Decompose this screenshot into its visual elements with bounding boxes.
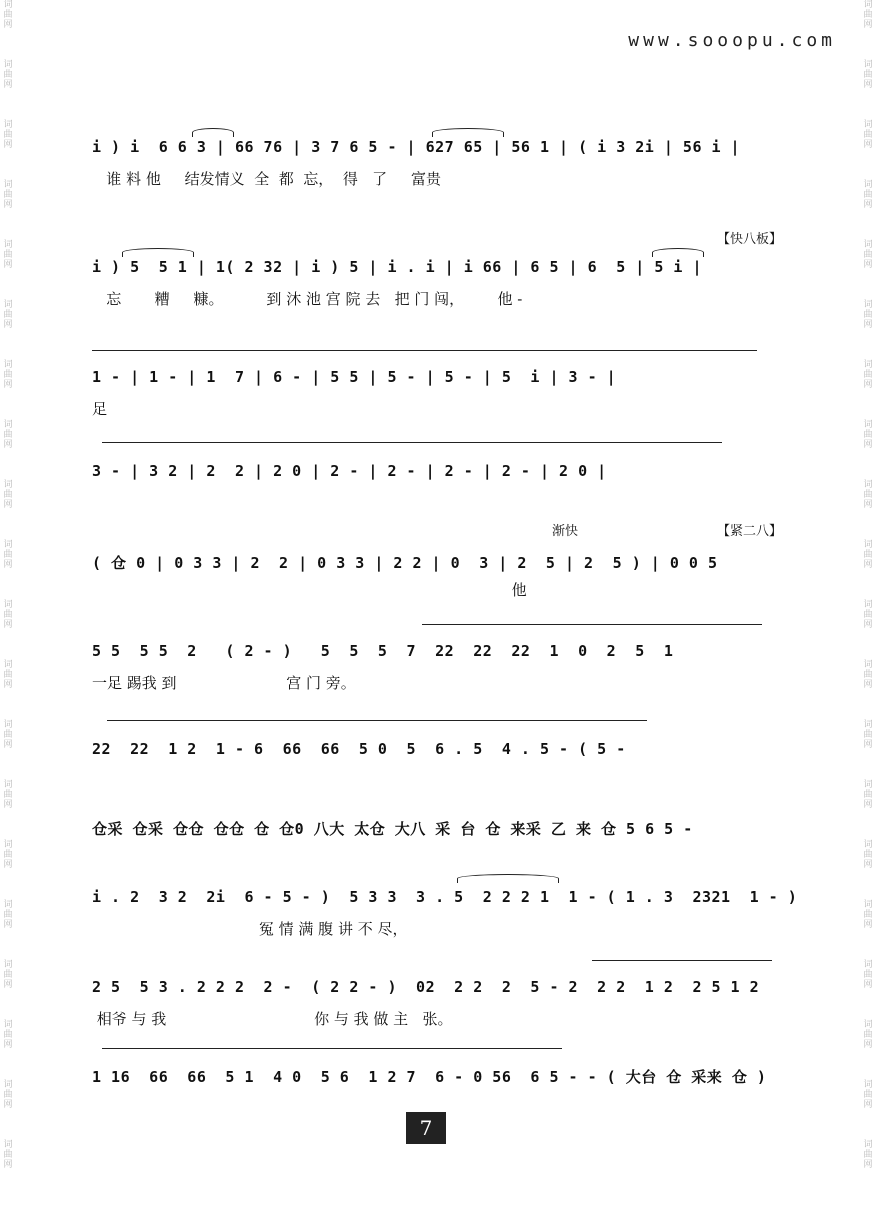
slur xyxy=(122,248,194,257)
side-watermark-mark: 词 曲 网 xyxy=(863,780,873,810)
side-watermark-mark: 词 曲 网 xyxy=(863,840,873,870)
site-watermark: www.sooopu.com xyxy=(628,30,836,51)
side-watermark-mark: 词 曲 网 xyxy=(3,540,13,570)
side-watermark-mark: 词 曲 网 xyxy=(3,60,13,90)
side-watermark-mark: 词 曲 网 xyxy=(863,1020,873,1050)
side-watermark-mark: 词 曲 网 xyxy=(3,0,13,30)
score-system xyxy=(92,462,772,480)
side-watermark-mark: 词 曲 网 xyxy=(863,660,873,690)
side-watermark-mark: 词 曲 网 xyxy=(863,300,873,330)
slur xyxy=(192,128,234,137)
lyrics-line: 一足 踢我 到 宫 门 旁。 xyxy=(92,674,356,692)
score-system xyxy=(92,740,772,758)
side-watermark-mark: 词 曲 网 xyxy=(863,1140,873,1170)
lyrics-line: 冤 情 满 腹 讲 不 尽， xyxy=(92,920,408,938)
tie-line xyxy=(107,720,647,727)
left-watermark-strip xyxy=(0,0,16,1218)
notation-line: ( 仓 0 | 0 3 3 | 2 2 | 0 3 3 | 2 2 | 0 3 | 2 5 | 2 5 ) | 0 0 5 xyxy=(92,554,718,572)
score-system xyxy=(92,888,798,939)
side-watermark-mark: 词 曲 网 xyxy=(863,420,873,450)
score-system xyxy=(92,368,772,419)
score-system xyxy=(92,642,772,693)
side-watermark-mark: 词 曲 网 xyxy=(3,960,13,990)
lyrics-line: 相爷 与 我 你 与 我 做 主 张。 xyxy=(92,1010,453,1028)
side-watermark-mark: 词 曲 网 xyxy=(3,240,13,270)
notation-line: i ) 5 5 1 | 1( 2 32 | i ) 5 | i . i | i 66 | 6 5 | 6 5 | 5 i | xyxy=(92,258,702,276)
side-watermark-mark: 词 曲 网 xyxy=(863,0,873,30)
side-watermark-mark: 词 曲 网 xyxy=(863,120,873,150)
tie-line xyxy=(102,1048,562,1055)
tempo-marking: 渐快 xyxy=(552,524,579,539)
lyrics-line: 忘 糟 糠。 到 沐 池 宫 院 去 把 门 闯， 他 - xyxy=(92,290,523,308)
score-system xyxy=(92,978,772,1029)
notation-line: 3 - | 3 2 | 2 2 | 2 0 | 2 - | 2 - | 2 - | 2 - | 2 0 | xyxy=(92,462,607,480)
side-watermark-mark: 词 曲 网 xyxy=(863,720,873,750)
side-watermark-mark: 词 曲 网 xyxy=(3,480,13,510)
tie-line xyxy=(422,624,762,631)
side-watermark-mark: 词 曲 网 xyxy=(3,1080,13,1110)
tie-line xyxy=(102,442,722,449)
slur xyxy=(652,248,704,257)
lyrics-line: 足 xyxy=(92,400,108,418)
score-system xyxy=(92,1066,772,1087)
page-number: 7 xyxy=(406,1112,446,1144)
side-watermark-mark: 词 曲 网 xyxy=(863,180,873,210)
notation-line: 1 - | 1 - | 1 7 | 6 - | 5 5 | 5 - | 5 - | 5 i | 3 - | xyxy=(92,368,617,386)
tempo-marking: 【快八板】 xyxy=(716,232,782,247)
notation-line: i . 2 3 2 2i 6 - 5 - ) 5 3 3 3 . 5 2 2 2 1 1 - ( 1 . 3 2321 1 - ) xyxy=(92,888,798,906)
side-watermark-mark: 词 曲 网 xyxy=(3,1020,13,1050)
side-watermark-mark: 词 曲 网 xyxy=(3,720,13,750)
side-watermark-mark: 词 曲 网 xyxy=(3,660,13,690)
side-watermark-mark: 词 曲 网 xyxy=(3,120,13,150)
side-watermark-mark: 词 曲 网 xyxy=(863,60,873,90)
notation-line: 1 16 66 66 5 1 4 0 5 6 1 2 7 6 - 0 56 6 5 - - ( 大台 仓 采来 仓 ) xyxy=(92,1068,767,1086)
side-watermark-mark: 词 曲 网 xyxy=(3,420,13,450)
notation-line: 5 5 5 5 2 ( 2 - ) 5 5 5 7 22 22 22 1 0 2 5 1 xyxy=(92,642,674,660)
tie-line xyxy=(92,350,757,357)
side-watermark-mark: 词 曲 网 xyxy=(863,240,873,270)
side-watermark-mark: 词 曲 网 xyxy=(3,300,13,330)
slur xyxy=(457,874,559,883)
side-watermark-mark: 词 曲 网 xyxy=(863,600,873,630)
score-system xyxy=(92,232,782,309)
notation-line: 22 22 1 2 1 - 6 66 66 5 0 5 6 . 5 4 . 5 - ( 5 - xyxy=(92,740,626,758)
notation-line: 2 5 5 3 . 2 2 2 2 - ( 2 2 - ) 02 2 2 2 5 - 2 2 2 1 2 2 5 1 2 xyxy=(92,978,760,996)
percussion-line: 仓采 仓采 仓仓 仓仓 仓 仓0 八大 太仓 大八 采 台 仓 来采 乙 来 仓 5 6 5 - xyxy=(92,820,693,838)
side-watermark-mark: 词 曲 网 xyxy=(3,180,13,210)
score-system xyxy=(92,524,782,600)
side-watermark-mark: 词 曲 网 xyxy=(3,360,13,390)
side-watermark-mark: 词 曲 网 xyxy=(3,900,13,930)
lyrics-line: 谁 料 他 结发情义 全 都 忘， 得 了 富贵 xyxy=(92,170,441,188)
side-watermark-mark: 词 曲 网 xyxy=(3,780,13,810)
side-watermark-mark: 词 曲 网 xyxy=(863,900,873,930)
tie-line xyxy=(592,960,772,967)
score-system xyxy=(92,138,772,189)
side-watermark-mark: 词 曲 网 xyxy=(863,360,873,390)
tempo-marking: 【紧二八】 xyxy=(716,524,782,539)
side-watermark-mark: 词 曲 网 xyxy=(863,1080,873,1110)
notation-line: i ) i 6 6 3 | 66 76 | 3 7 6 5 - | 627 65 | 56 1 | ( i 3 2i | 56 i | xyxy=(92,138,741,156)
side-watermark-mark: 词 曲 网 xyxy=(3,840,13,870)
slur xyxy=(432,128,504,137)
side-watermark-mark: 词 曲 网 xyxy=(3,600,13,630)
right-watermark-strip xyxy=(860,0,876,1218)
side-watermark-mark: 词 曲 网 xyxy=(863,540,873,570)
side-watermark-mark: 词 曲 网 xyxy=(3,1140,13,1170)
side-watermark-mark: 词 曲 网 xyxy=(863,960,873,990)
score-system xyxy=(92,818,772,839)
lyrics-line: 他 xyxy=(92,581,527,599)
side-watermark-mark: 词 曲 网 xyxy=(863,480,873,510)
